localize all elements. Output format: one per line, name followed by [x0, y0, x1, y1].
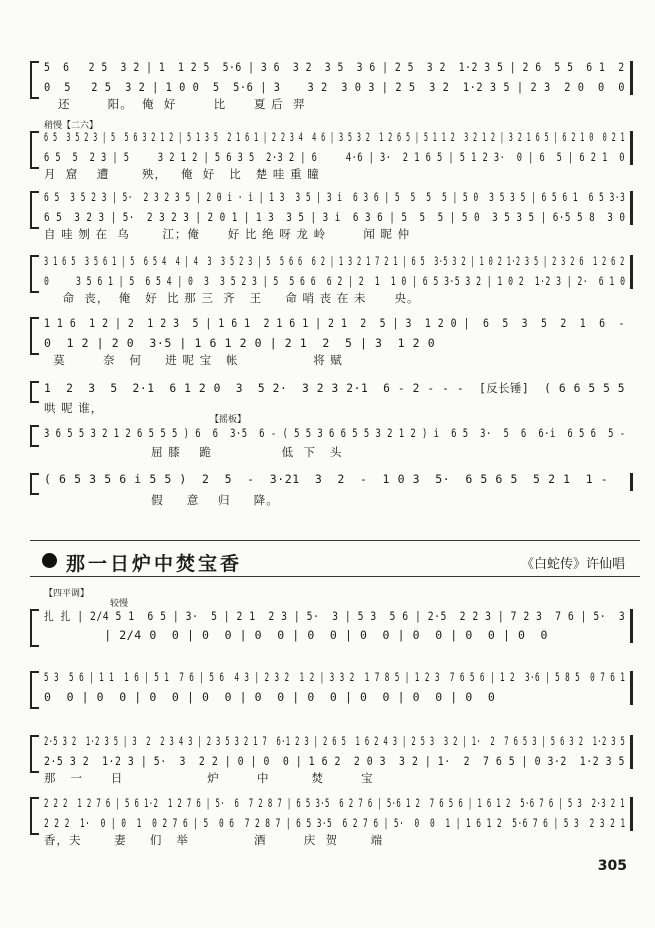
- system-brace: [30, 61, 39, 99]
- end-barline: [630, 609, 633, 643]
- accompaniment-line: 6 5 5 2 3 | 5 3 2 1 2 | 5 6 3 5 2·3 2 | 6 4·6 | 3· 2 1 6 5 | 5 1 2 3· 0 | 6 5 | 6 2 1 0: [44, 150, 625, 164]
- melody-line: 5 6 2 5 3 2 | 1 1 2 5 5·6 | 3 6 3 2 3 5 3 6 | 2 5 3 2 1·2 3 5 | 2 6 5 5 6 1 2: [44, 60, 625, 74]
- system-brace: [30, 131, 39, 169]
- melody-line: 5 3 5 6 | 1 1 1 6 | 5 1 7 6 | 5 6 4 3 | 2 3 2 1 2 | 3 3 2 1 7 8 5 | 1 2 3 7 6 5 6 | 1 2 3·6 | 5 8 5 0 7 6 1: [44, 670, 626, 684]
- accompaniment-line: 6 5 3 2 3 | 5· 2 3 2 3 | 2 0 1 | 1 3 3 5 | 3 i 6 3 6 | 5 5 5 | 5 0 3 5 3 5 | 6·5 5 8 3 0: [44, 210, 626, 224]
- system-brace: [30, 797, 39, 835]
- melody-line: 3 1 6 5 3 5 6 1 | 5 6 5 4 4 | 4 3 3 5 2 3 | 5 5 6 6 6 2 | 1 3 2 1 7 2 1 | 6 5 3·5 3 2 | 1 0 2 1·2 3 5 | 2 3 2 6 1 2 6 2: [44, 254, 625, 268]
- lyrics-line: 香，夫 妻 们 举 酒 庆 贺 端: [44, 833, 384, 847]
- section-divider: [30, 576, 640, 577]
- bullet-icon: [42, 553, 57, 568]
- lyrics-line: 自 哇 刎 在 乌 江；俺 好 比 绝 呀 龙 岭 闻 昵 仲: [44, 227, 411, 241]
- lyrics-line: 屈 膝 跪 低 下 头: [44, 445, 343, 459]
- melody-line: 2·5 3 2 1·2 3 5 | 3 2 2 3 4 3 | 2 3 5 3 2 1 7 6·1 2 3 | 2 6 5 1 6 2 4 3 | 2 5 3 3 2 | 1· 2 7 6 5 3 | 5 6 3 2 1·2 3 5: [44, 734, 626, 748]
- lyrics-line: 哄 呢 谁，: [44, 401, 104, 415]
- accompaniment-line: 0 1 2 | 2 0 3·5 | 1 6 1 2 0 | 2 1 2 5 | 3 1 2 0: [44, 336, 436, 350]
- tempo-mark: 较慢: [110, 599, 129, 609]
- mode-mark: 【四平调】: [44, 589, 90, 599]
- lyrics-line: 假 意 归 降。: [44, 493, 279, 507]
- tempo-mark: 【摇板】: [210, 415, 247, 425]
- melody-line: 6 5 3 5 2 3 | 5· 2 3 2 3 5 | 2 0 i · i | 1 3 3 5 | 3 i 6 3 6 | 5 5 5 5 | 5 0 3 5 3 5 | 6 5 6 1 6 5 3·3: [44, 190, 626, 204]
- section-divider: [30, 540, 640, 541]
- page-number: 305: [597, 858, 627, 874]
- end-barline: [630, 61, 633, 95]
- system-brace: [30, 609, 39, 647]
- end-barline: [630, 191, 633, 225]
- melody-line: ( 6 5 3 5 6 i 5 5 ) 2 5 - 3·21 3 2 - 1 0 3 5· 6 5 6 5 5 2 1 1 -: [44, 472, 609, 486]
- song-credit: 《白蛇传》许仙唱: [520, 557, 625, 572]
- end-barline: [630, 797, 633, 831]
- system-brace: [30, 473, 39, 495]
- lyrics-line: 月 窟 遭 殃， 俺 好 比 楚 哇 重 瞳: [44, 167, 320, 181]
- melody-line: 1 1 6 1 2 | 2 1 2 3 5 | 1 6 1 2 1 6 1 | 2 1 2 5 | 3 1 2 0 | 6 5 3 5 2 1 6 -: [44, 316, 625, 330]
- end-barline: [630, 473, 633, 491]
- system-brace: [30, 317, 39, 355]
- lyrics-line: 那 一 日 炉 中 焚 宝: [44, 771, 374, 785]
- accompaniment-line: 2·5 3 2 1·2 3 | 5· 3 2 2 | 0 | 0 0 | 1 6 2 2 0 3 3 2 | 1· 2 7 6 5 | 0 3·2 1·2 3 5: [44, 754, 625, 768]
- lyrics-line: 莫 奈 何 进 呢 宝 帐 将 赋: [44, 353, 343, 367]
- tempo-mark: 稍慢【二六】: [44, 121, 99, 131]
- lyrics-line: 还 阳。 俺 好 比 夏 后 羿: [44, 97, 306, 111]
- system-brace: [30, 671, 39, 709]
- lyrics-line: 命 丧， 俺 好 比 那 三 齐 王 命 哨 丧 在 未 央。: [44, 291, 420, 305]
- end-barline: [630, 735, 633, 769]
- system-brace: [30, 425, 39, 447]
- song-title: 那一日炉中焚宝香: [66, 553, 243, 575]
- system-brace: [30, 191, 39, 229]
- accompaniment-line: | 2/4 0 0 | 0 0 | 0 0 | 0 0 | 0 0 | 0 0 | 0 0 | 0 0: [44, 628, 549, 642]
- system-brace: [30, 735, 39, 773]
- melody-line: 2 2 2 1 2 7 6 | 5 6 1·2 1 2 7 6 | 5· 6 7 2 8 7 | 6 5 3·5 6 2 7 6 | 5·6 1 2 7 6 5 6 | 1 6 1 2 5·6 7 6 | 5 3 2·3 2 1: [44, 796, 626, 810]
- accompaniment-line: 2 2 2 1· 0 | 0 1 0 2 7 6 | 5 0 6 7 2 8 7 | 6 5 3·5 6 2 7 6 | 5· 0 0 1 | 1 6 1 2 5·6 7 6 | 5 3 2 3 2 1: [44, 816, 626, 830]
- melody-line: 1 2 3 5 2·1 6 1 2 0 3 5 2· 3 2 3 2·1 6 - 2 - - - [反长锤] ( 6 6 5 5 5: [44, 381, 626, 395]
- accompaniment-line: 0 0 | 0 0 | 0 0 | 0 0 | 0 0 | 0 0 | 0 0 | 0 0 | 0 0: [44, 690, 496, 704]
- system-brace: [30, 381, 39, 403]
- end-barline: [630, 671, 633, 705]
- end-barline: [630, 131, 633, 165]
- accompaniment-line: 0 3 5 6 1 | 5 6 5 4 | 0 3 3 5 2 3 | 5 5 6 6 6 2 | 2 1 1 0 | 6 5 3·5 3 2 | 1 0 2 1·2 3 | 2· 6 1 0: [44, 274, 626, 288]
- melody-line: 6 5 3 5 2 3 | 5 5 6 3 2 1 2 | 5 1 3 5 2 1 6 1 | 2 2 3 4 4 6 | 3 5 3 2 1 2 6 5 | 5 1 1 2 3 2 1 2 | 3 2 1 6 5 | 6 2 1 0 0 2 1: [44, 130, 625, 144]
- end-barline: [630, 255, 633, 289]
- melody-line: 扎 扎 | 2/4 5 1 6 5 | 3· 5 | 2 1 2 3 | 5· 3 | 5 3 5 6 | 2·5 2 2 3 | 7 2 3 7 6 | 5· 3: [44, 609, 626, 623]
- accompaniment-line: 0 5 2 5 3 2 | 1 0 0 5 5·6 | 3 3 2 3 0 3 | 2 5 3 2 1·2 3 5 | 2 3 2 0 0 0: [44, 80, 626, 94]
- system-brace: [30, 255, 39, 293]
- melody-line: 3 6 5 5 3 2 1 2 6 5 5 5 ) 6 6 3·5 6 - ( 5 5 3 6 6 5 5 3 2 1 2 ) i 6 5 3· 5 6 6·i 6 5 6 5 -: [44, 426, 626, 440]
